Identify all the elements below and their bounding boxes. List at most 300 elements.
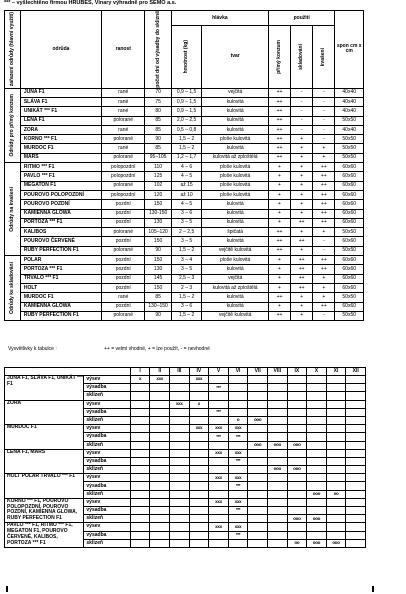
spacing-cell: 60x60 — [335, 274, 364, 283]
fresh-cell: + — [268, 256, 290, 265]
month-mark: ooo — [248, 441, 268, 449]
fresh-cell: ++ — [268, 107, 290, 116]
month-mark — [189, 457, 209, 465]
storage-cell: - — [291, 107, 313, 116]
month-mark — [287, 400, 307, 408]
weight-cell: 2 – 2,5 — [171, 228, 202, 237]
month-mark — [209, 531, 229, 539]
month-mark — [130, 384, 150, 392]
month-mark — [170, 490, 190, 498]
spacing-cell: 60x60 — [335, 283, 364, 292]
variety-row — [5, 265, 364, 274]
month-mark — [130, 449, 150, 457]
month-mark — [189, 466, 209, 474]
month-mark — [346, 531, 366, 539]
days-cell: 85 — [145, 293, 171, 302]
month-mark — [189, 515, 209, 523]
month-mark — [209, 392, 229, 400]
days-cell: 85 — [145, 116, 171, 125]
legend — [8, 346, 210, 352]
variety-name-cell: KALIBOS — [20, 228, 101, 237]
weight-cell: 2,0 – 2,5 — [171, 116, 202, 125]
storage-cell: + — [291, 135, 313, 144]
month-mark — [346, 392, 366, 400]
spacing-cell: 40x40 — [335, 125, 364, 134]
month-mark — [170, 531, 190, 539]
month-mark — [228, 515, 248, 523]
storage-cell: + — [291, 200, 313, 209]
shape-cell: kulovitá — [202, 265, 269, 274]
variety-row — [5, 209, 364, 218]
storage-cell: - — [291, 88, 313, 97]
month-mark — [189, 384, 209, 392]
storage-cell: ++ — [291, 218, 313, 227]
month-mark: ooo — [307, 490, 327, 498]
pickling-header: kvašení — [313, 26, 335, 89]
month-mark — [209, 539, 229, 547]
fresh-cell: ++ — [268, 97, 290, 106]
variety-name-cell: RITMO *** F1 — [20, 163, 101, 172]
variety-row — [5, 88, 364, 97]
month-mark — [150, 392, 170, 400]
days-cell: 95–105 — [145, 153, 171, 162]
month-mark — [189, 474, 209, 482]
month-mark — [267, 490, 287, 498]
shape-cell: kulovitá — [202, 302, 269, 311]
month-mark — [130, 457, 150, 465]
spacing-header: spon cm x cm — [335, 11, 364, 89]
month-mark — [150, 425, 170, 433]
maturity-cell: polorané — [102, 135, 145, 144]
shape-cell: kulovitá — [202, 237, 269, 246]
crop-cell: HOLT POLAR TRVALO *** F1 — [5, 474, 84, 499]
variety-name-cell: MARS — [20, 153, 101, 162]
crop-cell: LENA F1, MARS — [5, 449, 84, 474]
weight-cell: až 10 — [171, 190, 202, 199]
month-mark — [307, 416, 327, 424]
month-mark — [346, 490, 366, 498]
fresh-cell: + — [268, 302, 290, 311]
spacing-cell: 50x50 — [335, 228, 364, 237]
pickling-cell: ++ — [313, 190, 335, 199]
maturity-cell: pozdní — [102, 274, 145, 283]
month-mark — [307, 392, 327, 400]
weight-cell: 4 – 5 — [171, 172, 202, 181]
month-mark — [287, 531, 307, 539]
month-mark — [287, 408, 307, 416]
month-mark — [150, 408, 170, 416]
storage-cell: - — [291, 97, 313, 106]
shape-cell: kulovitá — [202, 218, 269, 227]
variety-name-cell: KORNO *** F1 — [20, 135, 101, 144]
storage-cell: + — [291, 153, 313, 162]
maturity-header: ranost — [102, 11, 145, 89]
maturity-cell: pozdní — [102, 302, 145, 311]
phase-cell: sklizeň — [84, 416, 130, 424]
month-mark — [307, 408, 327, 416]
month-mark — [287, 498, 307, 506]
month-mark — [346, 449, 366, 457]
variety-name-cell: MURDOC F1 — [20, 144, 101, 153]
month-mark — [326, 392, 346, 400]
header-note: *** – vyšlechtěno firmou HRUBEŠ, Vinary výhradně pro SEMO a.s. — [4, 0, 177, 6]
month-mark — [130, 392, 150, 400]
month-mark — [346, 376, 366, 384]
month-mark — [209, 457, 229, 465]
fresh-cell: + — [268, 265, 290, 274]
days-cell: 105–120 — [145, 228, 171, 237]
weight-cell: 3 – 5 — [171, 265, 202, 274]
month-mark — [326, 482, 346, 490]
month-mark — [130, 498, 150, 506]
weight-cell: 0,5 – 0,8 — [171, 125, 202, 134]
month-mark — [267, 433, 287, 441]
month-mark: xxx — [228, 474, 248, 482]
fresh-cell: ++ — [268, 88, 290, 97]
month-mark — [248, 433, 268, 441]
month-mark — [326, 523, 346, 531]
spacing-cell: 50x50 — [335, 144, 364, 153]
month-mark — [307, 466, 327, 474]
pickling-cell: ++ — [313, 218, 335, 227]
days-cell: 150 — [145, 256, 171, 265]
group-label: Odrůdy pro přímý konzum — [5, 88, 21, 162]
days-cell: 130–150 — [145, 302, 171, 311]
fresh-cell: ++ — [268, 246, 290, 255]
maturity-cell: polorané — [102, 116, 145, 125]
crop-cell: MURDOC F1 — [5, 425, 84, 450]
month-mark — [267, 416, 287, 424]
spacing-cell: 50x50 — [335, 311, 364, 320]
weight-cell: 1,5 – 2 — [171, 293, 202, 302]
month-mark — [267, 457, 287, 465]
variety-name-cell: PORTOZA *** F1 — [20, 218, 101, 227]
calendar-table — [4, 367, 366, 548]
phase-cell: výsadba — [84, 384, 130, 392]
pickling-cell: - — [313, 311, 335, 320]
variety-name-cell: POUROVO POZDNÍ — [20, 200, 101, 209]
month-mark — [346, 400, 366, 408]
month-mark — [287, 376, 307, 384]
month-mark — [170, 425, 190, 433]
fresh-cell: + — [268, 172, 290, 181]
storage-cell: ++ — [291, 283, 313, 292]
variety-row — [5, 107, 364, 116]
fresh-cell: ++ — [268, 125, 290, 134]
storage-cell: + — [291, 172, 313, 181]
maturity-cell: polorané — [102, 228, 145, 237]
phase-cell: výsadba — [84, 408, 130, 416]
weight-cell: 0,9 – 1,5 — [171, 97, 202, 106]
variety-name-cell: KAMIENNA GLOWA — [20, 209, 101, 218]
calendar-row — [5, 498, 366, 506]
days-cell: 110 — [145, 163, 171, 172]
spacing-cell: 60x60 — [335, 237, 364, 246]
days-cell: 85 — [145, 144, 171, 153]
spacing-cell: 60x60 — [335, 302, 364, 311]
month-mark — [130, 531, 150, 539]
month-mark — [307, 457, 327, 465]
month-mark — [248, 507, 268, 515]
month-mark: xxx — [209, 449, 229, 457]
month-mark — [346, 433, 366, 441]
month-mark — [326, 376, 346, 384]
month-mark — [130, 507, 150, 515]
month-mark — [150, 416, 170, 424]
weight-cell: až 15 — [171, 181, 202, 190]
month-mark — [248, 531, 268, 539]
month-mark: xxx — [150, 376, 170, 384]
fresh-cell: + — [268, 200, 290, 209]
month-mark — [326, 384, 346, 392]
fresh-cell: ++ — [268, 135, 290, 144]
month-mark — [228, 490, 248, 498]
weight-cell: 4 – 6 — [171, 163, 202, 172]
month-header: V — [209, 368, 229, 376]
spacing-cell: 60x60 — [335, 181, 364, 190]
weight-cell: 3 – 6 — [171, 209, 202, 218]
month-mark: xxx — [228, 425, 248, 433]
fresh-cell: + — [268, 181, 290, 190]
days-cell: 80 — [145, 107, 171, 116]
pickling-cell: - — [313, 116, 335, 125]
shape-cell: ploše kulovitá — [202, 135, 269, 144]
storage-cell: - — [291, 125, 313, 134]
month-mark — [248, 449, 268, 457]
month-mark — [150, 466, 170, 474]
month-mark — [130, 408, 150, 416]
month-mark — [307, 531, 327, 539]
month-mark: xxx — [170, 400, 190, 408]
pickling-cell: ++ — [313, 256, 335, 265]
month-mark — [267, 474, 287, 482]
month-mark — [170, 482, 190, 490]
crop-cell: ZORA — [5, 400, 84, 425]
storage-cell: ++ — [291, 256, 313, 265]
month-mark — [189, 531, 209, 539]
variety-row — [5, 274, 364, 283]
weight-cell: 3 – 5 — [171, 237, 202, 246]
shape-cell: vejčitě kulovitá — [202, 311, 269, 320]
spacing-cell: 50x50 — [335, 293, 364, 302]
phase-cell: výsev — [84, 474, 130, 482]
shape-cell: kulovitá — [202, 97, 269, 106]
days-cell: 125 — [145, 172, 171, 181]
days-cell: 150 — [145, 283, 171, 292]
fresh-cell: ++ — [268, 311, 290, 320]
maturity-cell: pozdní — [102, 256, 145, 265]
month-mark — [307, 376, 327, 384]
phase-cell: výsev — [84, 449, 130, 457]
month-mark — [307, 482, 327, 490]
spacing-cell: 40x40 — [335, 97, 364, 106]
month-mark — [346, 416, 366, 424]
shape-cell: špičatá — [202, 228, 269, 237]
month-mark — [130, 490, 150, 498]
spacing-cell: 60x60 — [335, 218, 364, 227]
variety-name-cell: POUROVO ČERVENÉ — [20, 237, 101, 246]
weight-cell: 4 – 5 — [171, 200, 202, 209]
month-mark — [130, 523, 150, 531]
month-mark — [267, 384, 287, 392]
phase-cell: výsev — [84, 425, 130, 433]
month-mark — [189, 482, 209, 490]
month-mark — [287, 482, 307, 490]
calendar-row — [5, 523, 366, 531]
phase-cell: sklizeň — [84, 539, 130, 547]
pickling-cell: - — [313, 97, 335, 106]
variety-header: odrůda — [20, 11, 101, 89]
month-mark — [287, 425, 307, 433]
maturity-cell: rané — [102, 144, 145, 153]
month-mark — [326, 433, 346, 441]
variety-row — [5, 144, 364, 153]
days-cell: 150 — [145, 200, 171, 209]
month-mark: ooo — [267, 441, 287, 449]
pickling-cell: + — [313, 153, 335, 162]
shape-cell: ploše kulovitá — [202, 190, 269, 199]
month-mark — [287, 392, 307, 400]
month-mark — [267, 425, 287, 433]
month-mark — [189, 507, 209, 515]
month-mark — [170, 408, 190, 416]
month-mark — [267, 482, 287, 490]
weight-cell: 0,9 – 1,5 — [171, 107, 202, 116]
legend-values: ++ = velmi vhodné, + = lze použít, - = nevhodné — [104, 346, 210, 352]
month-mark: xxx — [228, 498, 248, 506]
month-mark — [346, 498, 366, 506]
month-mark — [267, 392, 287, 400]
month-mark — [150, 433, 170, 441]
month-header: VIII — [267, 368, 287, 376]
month-mark — [307, 433, 327, 441]
month-mark — [326, 531, 346, 539]
maturity-cell: rané — [102, 97, 145, 106]
month-mark: xxx — [228, 523, 248, 531]
fresh-cell: + — [268, 274, 290, 283]
month-mark — [189, 408, 209, 416]
month-mark — [326, 457, 346, 465]
crop-cell: PAVLO *** F1, RITMO *** F1, MEGATON F1, POUROVO ČERVENÉ, KALIBOS, PORTOZA *** F1 — [5, 523, 84, 548]
month-mark — [150, 498, 170, 506]
pickling-cell: ++ — [313, 209, 335, 218]
month-mark: *** — [228, 507, 248, 515]
month-mark: *** — [228, 531, 248, 539]
storage-cell: + — [291, 302, 313, 311]
weight-cell: 3 – 4 — [171, 256, 202, 265]
storage-cell: + — [291, 293, 313, 302]
month-header: VII — [248, 368, 268, 376]
weight-cell: 1,5 – 2 — [171, 246, 202, 255]
month-mark — [307, 425, 327, 433]
month-mark — [209, 507, 229, 515]
spacing-cell: 60x60 — [335, 172, 364, 181]
variety-row — [5, 302, 364, 311]
month-mark — [248, 490, 268, 498]
weight-cell: 1,5 – 2 — [171, 135, 202, 144]
group-header: zařazení odrůdy (hlavní využití) — [5, 11, 21, 89]
month-mark: x — [189, 400, 209, 408]
month-mark: oo — [326, 490, 346, 498]
fresh-header: přímý konzum — [268, 26, 290, 89]
days-cell: 145 — [145, 274, 171, 283]
month-mark — [189, 498, 209, 506]
legend-title: Vysvětlivky k tabulce : — [8, 346, 57, 352]
pickling-cell: ++ — [313, 302, 335, 311]
maturity-cell: rané — [102, 293, 145, 302]
storage-cell: + — [291, 181, 313, 190]
pickling-cell: - — [313, 237, 335, 246]
month-mark — [228, 384, 248, 392]
month-header: VI — [228, 368, 248, 376]
month-mark: xxx — [209, 498, 229, 506]
month-mark — [170, 376, 190, 384]
maturity-cell: pozdní — [102, 209, 145, 218]
maturity-cell: pozdní — [102, 265, 145, 274]
pickling-cell: + — [313, 283, 335, 292]
weight-cell: 1,2 – 1,7 — [171, 153, 202, 162]
month-mark — [248, 392, 268, 400]
maturity-cell: pozdní — [102, 200, 145, 209]
month-mark — [248, 539, 268, 547]
month-mark: *** — [209, 384, 229, 392]
month-mark: ooo — [307, 539, 327, 547]
month-mark — [150, 400, 170, 408]
month-mark: ooo — [287, 441, 307, 449]
pickling-cell: ++ — [313, 172, 335, 181]
pickling-cell: ++ — [313, 200, 335, 209]
group-label: Odrůdy ke skladování — [5, 256, 21, 321]
month-mark — [248, 482, 268, 490]
days-cell: 130 — [145, 265, 171, 274]
month-mark — [209, 482, 229, 490]
month-mark — [170, 523, 190, 531]
variety-row — [5, 125, 364, 134]
month-mark — [267, 523, 287, 531]
maturity-cell: polopozdní — [102, 163, 145, 172]
month-mark — [150, 507, 170, 515]
weight-cell: 3 – 6 — [171, 302, 202, 311]
variety-row — [5, 283, 364, 292]
shape-cell: vejčitě kulovitá — [202, 246, 269, 255]
weight-cell: 1,5 – 2 — [171, 144, 202, 153]
month-mark: xxx — [209, 523, 229, 531]
crop-mark-left — [6, 586, 8, 592]
spacing-cell: 60x60 — [335, 200, 364, 209]
spacing-cell: 50x50 — [335, 135, 364, 144]
month-mark — [267, 408, 287, 416]
variety-name-cell: LENA F1 — [20, 116, 101, 125]
pickling-cell: + — [313, 274, 335, 283]
month-mark — [267, 531, 287, 539]
month-mark: ooo — [248, 416, 268, 424]
month-mark — [287, 490, 307, 498]
variety-name-cell: PORTOZA *** F1 — [20, 265, 101, 274]
days-cell: 90 — [145, 135, 171, 144]
maturity-cell: polopozdní — [102, 172, 145, 181]
month-mark — [170, 433, 190, 441]
month-mark — [150, 531, 170, 539]
month-mark — [326, 416, 346, 424]
month-mark — [189, 449, 209, 457]
storage-cell: + — [291, 144, 313, 153]
month-mark — [209, 376, 229, 384]
month-mark — [189, 441, 209, 449]
maturity-cell: pozdní — [102, 283, 145, 292]
fresh-cell: ++ — [268, 237, 290, 246]
month-mark — [267, 449, 287, 457]
variety-row — [5, 172, 364, 181]
